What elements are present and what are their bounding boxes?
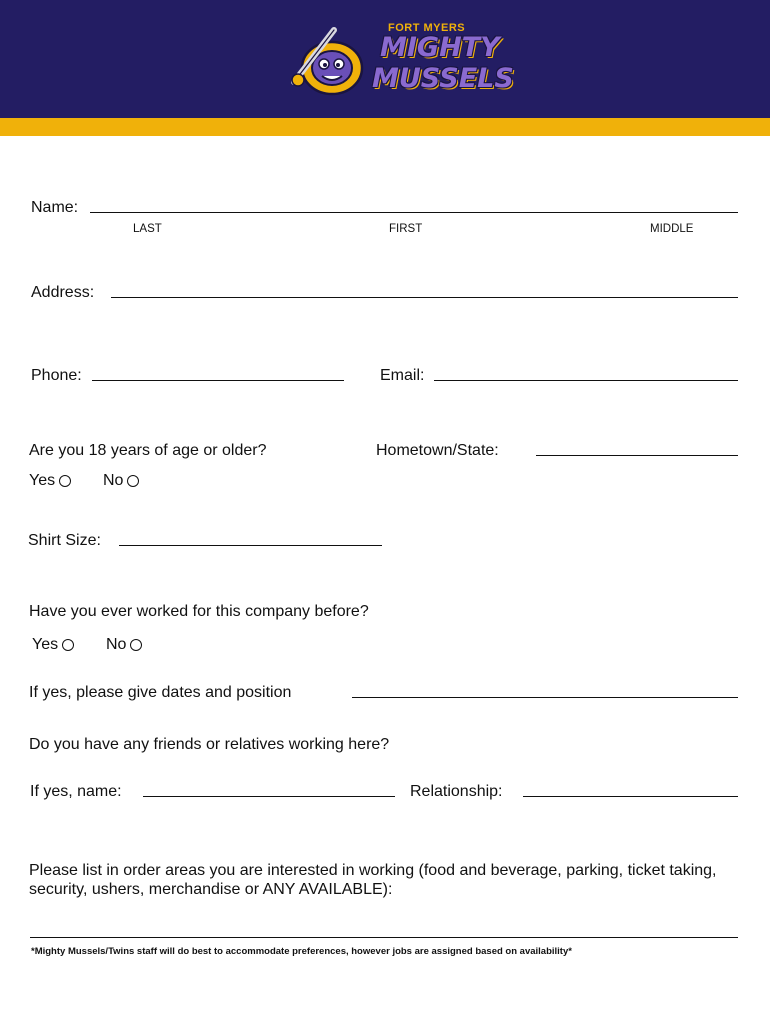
phone-label: Phone:	[31, 367, 82, 384]
areas-field[interactable]	[30, 937, 738, 938]
team-logo	[282, 18, 514, 104]
dates-position-field[interactable]	[352, 697, 738, 698]
age-yes-label: Yes	[29, 472, 56, 489]
worked-yes-option[interactable]	[32, 636, 74, 654]
worked-no-radio[interactable]	[130, 639, 142, 651]
dates-position-label: If yes, please give dates and position	[29, 684, 292, 701]
name-sub-last: LAST	[133, 223, 162, 235]
mascot-icon	[284, 24, 374, 102]
worked-yes-radio[interactable]	[62, 639, 74, 651]
age-no-radio[interactable]	[127, 475, 139, 487]
shirt-size-field[interactable]	[119, 545, 382, 546]
name-field[interactable]	[90, 212, 738, 213]
areas-question: Please list in order areas you are interested in working (food and beverage, parking, ticket taking, security, ushers, merchandise or ANY AVAILABLE):	[29, 862, 717, 898]
email-field[interactable]	[434, 380, 738, 381]
address-field[interactable]	[111, 297, 738, 298]
name-label: Name:	[31, 199, 79, 216]
logo-line2: MUSSELS	[372, 63, 514, 94]
phone-field[interactable]	[92, 380, 344, 381]
friend-name-field[interactable]	[143, 796, 395, 797]
relationship-field[interactable]	[523, 796, 738, 797]
hometown-field[interactable]	[536, 455, 738, 456]
logo-top-text: FORT MYERS	[388, 22, 466, 34]
worked-yes-label: Yes	[32, 636, 59, 653]
friend-name-label: If yes, name:	[30, 783, 122, 800]
address-label: Address:	[31, 284, 95, 301]
header-stripe	[0, 118, 770, 136]
age-no-option[interactable]	[103, 472, 139, 490]
hometown-label: Hometown/State:	[376, 442, 499, 459]
shirt-size-label: Shirt Size:	[28, 532, 101, 549]
worked-before-question: Have you ever worked for this company before?	[29, 603, 369, 620]
friends-question: Do you have any friends or relatives working here?	[29, 736, 390, 753]
name-sub-first: FIRST	[389, 223, 423, 235]
relationship-label: Relationship:	[410, 783, 503, 800]
footnote: *Mighty Mussels/Twins staff will do best to accommodate preferences, however jobs are assigned based on availability*	[31, 946, 572, 957]
worked-no-option[interactable]	[106, 636, 142, 654]
age-no-label: No	[103, 472, 124, 489]
logo-line1: MIGHTY	[380, 32, 500, 63]
age-yes-radio[interactable]	[59, 475, 71, 487]
age-question: Are you 18 years of age or older?	[29, 442, 267, 459]
age-yes-option[interactable]	[29, 472, 71, 490]
name-sub-middle: MIDDLE	[650, 223, 694, 235]
email-label: Email:	[380, 367, 425, 384]
worked-no-label: No	[106, 636, 127, 653]
